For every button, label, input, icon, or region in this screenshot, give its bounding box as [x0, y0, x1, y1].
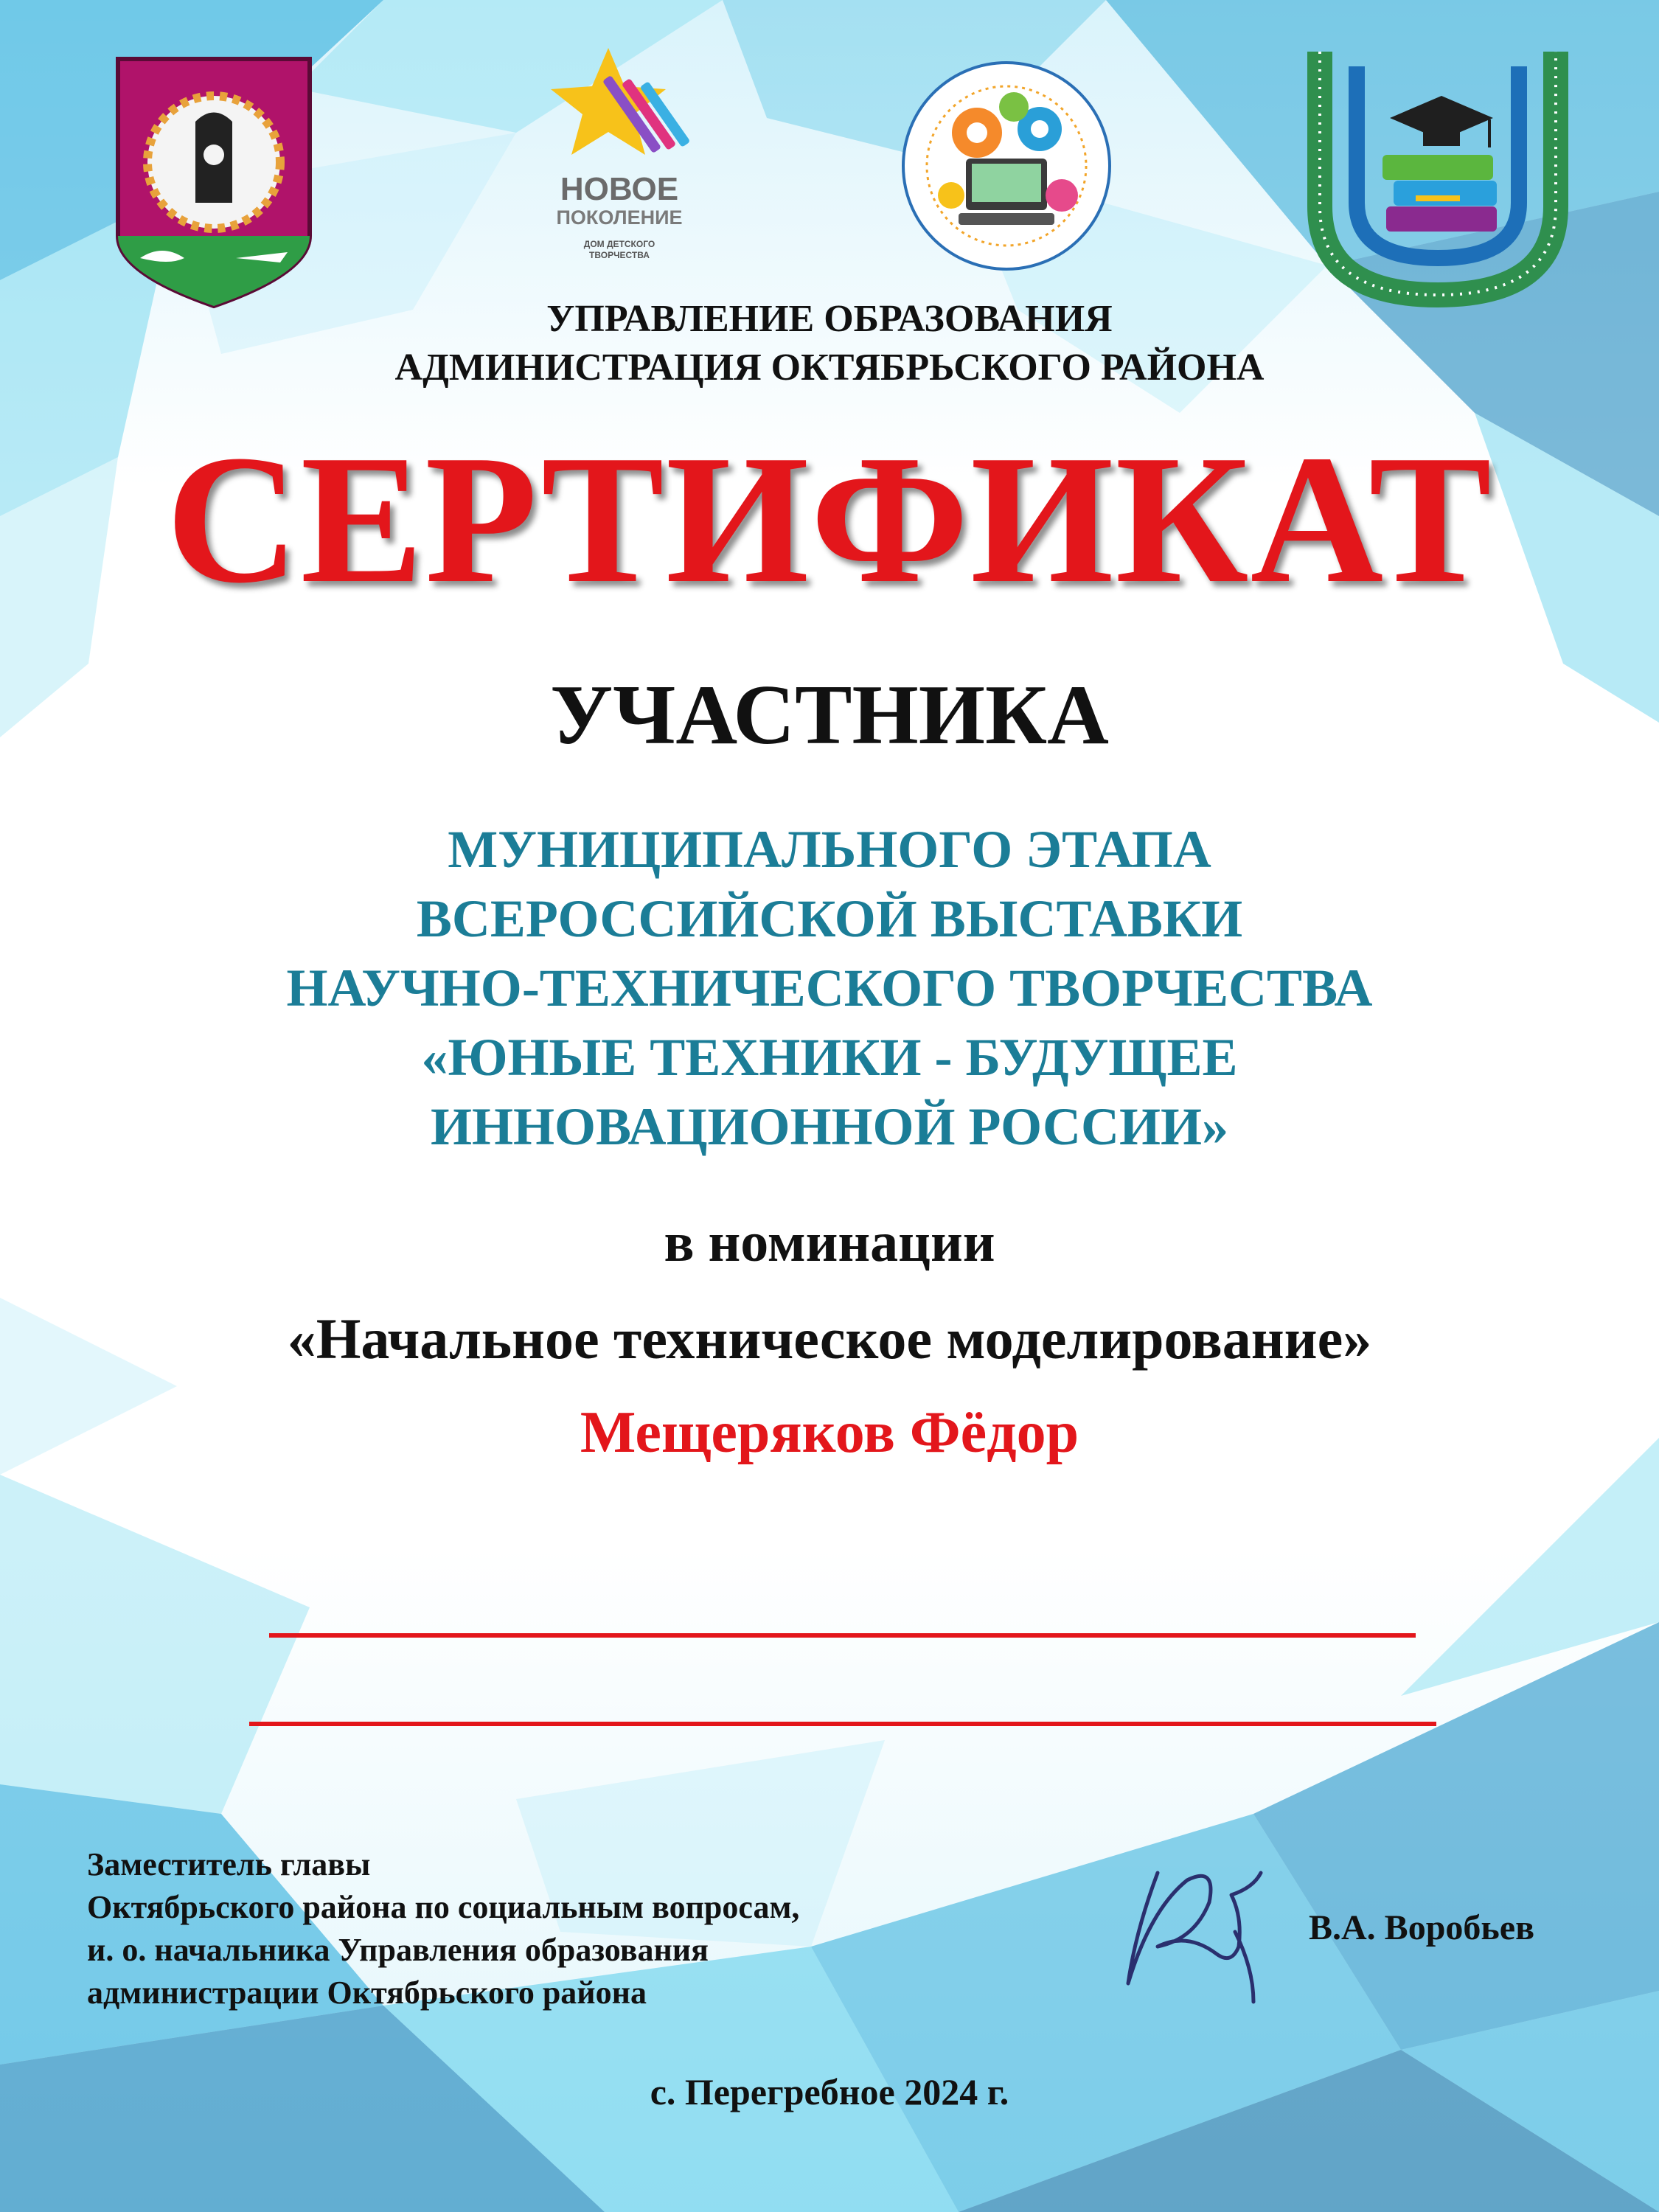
event-line: ИННОВАЦИОННОЙ РОССИИ» — [431, 1097, 1228, 1156]
new-generation-title-2: ПОКОЛЕНИЕ — [556, 206, 683, 229]
blank-line-2 — [249, 1722, 1436, 1726]
signer-position-line: Заместитель главы — [87, 1846, 371, 1882]
new-generation-subtitle-2: ТВОРЧЕСТВА — [589, 250, 650, 260]
nomination-intro: в номинации — [664, 1211, 995, 1273]
organization-header — [0, 295, 1659, 392]
blank-line-1 — [269, 1633, 1416, 1638]
recipient-name: Мещеряков Фёдор — [580, 1400, 1079, 1465]
certificate-title: СЕРТИФИКАТ — [165, 417, 1494, 622]
signer-position-line: Октябрьского района по социальным вопросам, — [87, 1889, 800, 1925]
signer-position — [87, 1843, 799, 2014]
district-coat-of-arms-icon — [111, 52, 317, 310]
nomination-name: «Начальное техническое моделирование» — [287, 1307, 1372, 1371]
event-description — [0, 815, 1659, 1161]
signer-position-line: и. о. начальника Управления образования — [87, 1932, 709, 1968]
signer-position-line: администрации Октябрьского района — [87, 1975, 647, 2011]
certificate-subtitle: УЧАСТНИКА — [550, 668, 1109, 762]
education-department-books-logo-icon — [1305, 37, 1571, 310]
handwritten-signature — [1106, 1843, 1276, 2013]
new-generation-subtitle-1: ДОМ ДЕТСКОГО — [583, 239, 655, 249]
star-icon — [535, 41, 704, 166]
place-date: с. Перегребное 2024 г. — [650, 2071, 1009, 2112]
event-line: «ЮНЫЕ ТЕХНИКИ - БУДУЩЕЕ — [421, 1028, 1238, 1087]
event-line: МУНИЦИПАЛЬНОГО ЭТАПА — [448, 820, 1211, 879]
new-generation-title-1: НОВОЕ — [560, 171, 679, 207]
young-technicians-exhibition-logo-icon — [896, 55, 1117, 276]
event-line: НАУЧНО-ТЕХНИЧЕСКОГО ТВОРЧЕСТВА — [286, 959, 1373, 1018]
org-line-1: УПРАВЛЕНИЕ ОБРАЗОВАНИЯ — [546, 298, 1113, 340]
org-line-2: АДМИНИСТРАЦИЯ ОКТЯБРЬСКОГО РАЙОНА — [394, 347, 1265, 389]
new-generation-logo — [535, 41, 704, 284]
event-line: ВСЕРОССИЙСКОЙ ВЫСТАВКИ — [416, 889, 1243, 948]
signer-name: В.А. Воробьев — [1309, 1908, 1534, 1947]
